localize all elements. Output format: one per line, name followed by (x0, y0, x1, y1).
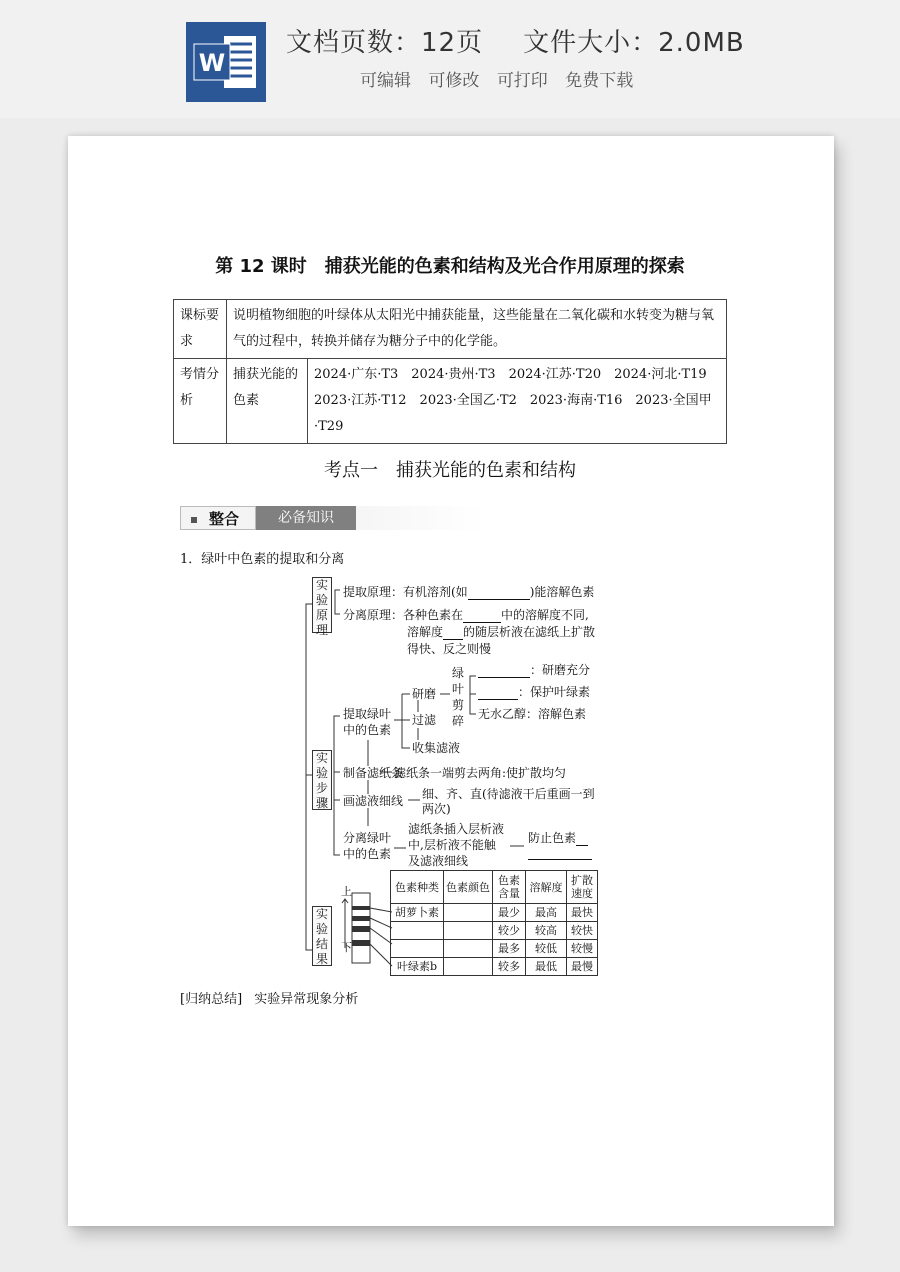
table-cell: 最低 (526, 958, 567, 976)
table-row (391, 940, 598, 958)
table-cell: 叶绿素b (391, 958, 444, 976)
doc-size: 文件大小：2.0MB (523, 28, 745, 58)
header-cell: 扩散速度 (567, 871, 598, 904)
action-modifiable[interactable]: 可修改 (428, 71, 480, 91)
separate-principle: 分离原理：各种色素在 中的溶解度不同, (343, 608, 589, 622)
table-cell (444, 958, 493, 976)
action-editable[interactable]: 可编辑 (360, 71, 411, 91)
results-box: 实验结果 (312, 906, 332, 966)
exam-line-1: 2024·广东·T3 2024·贵州·T3 2024·江苏·T20 2024·河北·T19 (314, 367, 707, 382)
filter-label: 过滤 (412, 713, 437, 727)
prevent-label: 防止色素 (528, 830, 588, 846)
table-cell: 较高 (526, 922, 567, 940)
table-row (391, 958, 598, 976)
table-cell: 较快 (567, 922, 598, 940)
table-cell (444, 904, 493, 922)
green-leaf-label: 绿叶剪碎 (452, 666, 465, 728)
grind-option-2: ：保护叶绿素 (478, 684, 590, 700)
up-label: 上 (341, 885, 352, 898)
table-row (391, 871, 598, 904)
line-desc-2: 两次) (422, 802, 451, 816)
doc-pages: 文档页数：12页 (286, 28, 484, 58)
header-cell: 色素含量 (493, 871, 526, 904)
separate-desc-3: 及滤液细线 (408, 854, 469, 868)
section-title: 考点一 捕获光能的色素和结构 (324, 460, 576, 481)
table-cell: 最高 (526, 904, 567, 922)
summary-label: [归纳总结] (180, 992, 243, 1007)
paper-step: 制备滤纸条 (343, 766, 404, 780)
separate-principle-2: 溶解度 的随层析液在滤纸上扩散 (407, 625, 596, 639)
table-cell: 较慢 (567, 940, 598, 958)
table-cell (391, 940, 444, 958)
separate-desc-2: 中,层析液不能触 (408, 838, 496, 852)
header-cell: 色素颜色 (444, 871, 493, 904)
line-step: 画滤液细线 (343, 794, 404, 808)
analysis-topic: 捕获光能的色素 (227, 359, 308, 444)
action-free-download[interactable]: 免费下载 (565, 71, 634, 91)
exam-line-2: 2023·江苏·T12 2023·全国乙·T2 2023·海南·T16 2023·全国甲·T29 (314, 393, 712, 434)
table-cell: 较低 (526, 940, 567, 958)
tag-integrate: 整合 (180, 506, 256, 530)
grind-label: 研磨 (412, 687, 437, 701)
header-cell: 色素种类 (391, 871, 444, 904)
req-label: 课标要求 (174, 300, 227, 359)
table-cell (444, 922, 493, 940)
grind-option-3: 无水乙醇：溶解色素 (478, 707, 587, 721)
prevent-blank (528, 844, 592, 860)
extract-step: 提取绿叶中的色素 (343, 707, 392, 737)
table-cell: 胡萝卜素 (391, 904, 444, 922)
separate-step: 分离绿叶中的色素 (343, 831, 392, 861)
table-cell: 最慢 (567, 958, 598, 976)
req-text: 说明植物细胞的叶绿体从太阳光中捕获能量，这些能量在二氧化碳和水转变为糖与氧气的过程中，转换并储存为糖分子中的化学能。 (227, 300, 727, 359)
lesson-title: 第 12 课时 捕获光能的色素和结构及光合作用原理的探索 (215, 256, 685, 277)
down-label: 下 (341, 941, 352, 954)
table-cell: 最快 (567, 904, 598, 922)
table-cell (391, 922, 444, 940)
item-heading: 1．绿叶中色素的提取和分离 (180, 552, 345, 567)
tag-knowledge: 必备知识 (256, 506, 356, 530)
action-printable[interactable]: 可打印 (496, 71, 548, 91)
separate-principle-3: 得快、反之则慢 (407, 642, 492, 656)
extract-principle: 提取原理：有机溶剂(如 )能溶解色素 (343, 585, 595, 599)
table-cell: 较少 (493, 922, 526, 940)
collect-label: 收集滤液 (412, 741, 461, 755)
table-cell: 较多 (493, 958, 526, 976)
summary (180, 988, 358, 1007)
steps-box: 实验步骤 (312, 750, 332, 810)
analysis-label: 考情分析 (174, 359, 227, 444)
principle-box: 实验原理 (312, 577, 332, 633)
table-row (391, 904, 598, 922)
table-row (391, 922, 598, 940)
table-cell: 最少 (493, 904, 526, 922)
grind-option-1: ：研磨充分 (478, 662, 590, 678)
header-cell: 溶解度 (526, 871, 567, 904)
table-cell: 最多 (493, 940, 526, 958)
svg-text:W: W (198, 49, 226, 77)
line-desc-1: 细、齐、直(待滤液干后重画一到 (422, 787, 595, 801)
results-table (390, 870, 598, 976)
summary-text: 实验异常现象分析 (254, 992, 359, 1007)
separate-desc-1: 滤纸条插入层析液 (408, 822, 505, 836)
table-cell (444, 940, 493, 958)
paper-desc: 滤纸条一端剪去两角:使扩散均匀 (394, 766, 567, 780)
